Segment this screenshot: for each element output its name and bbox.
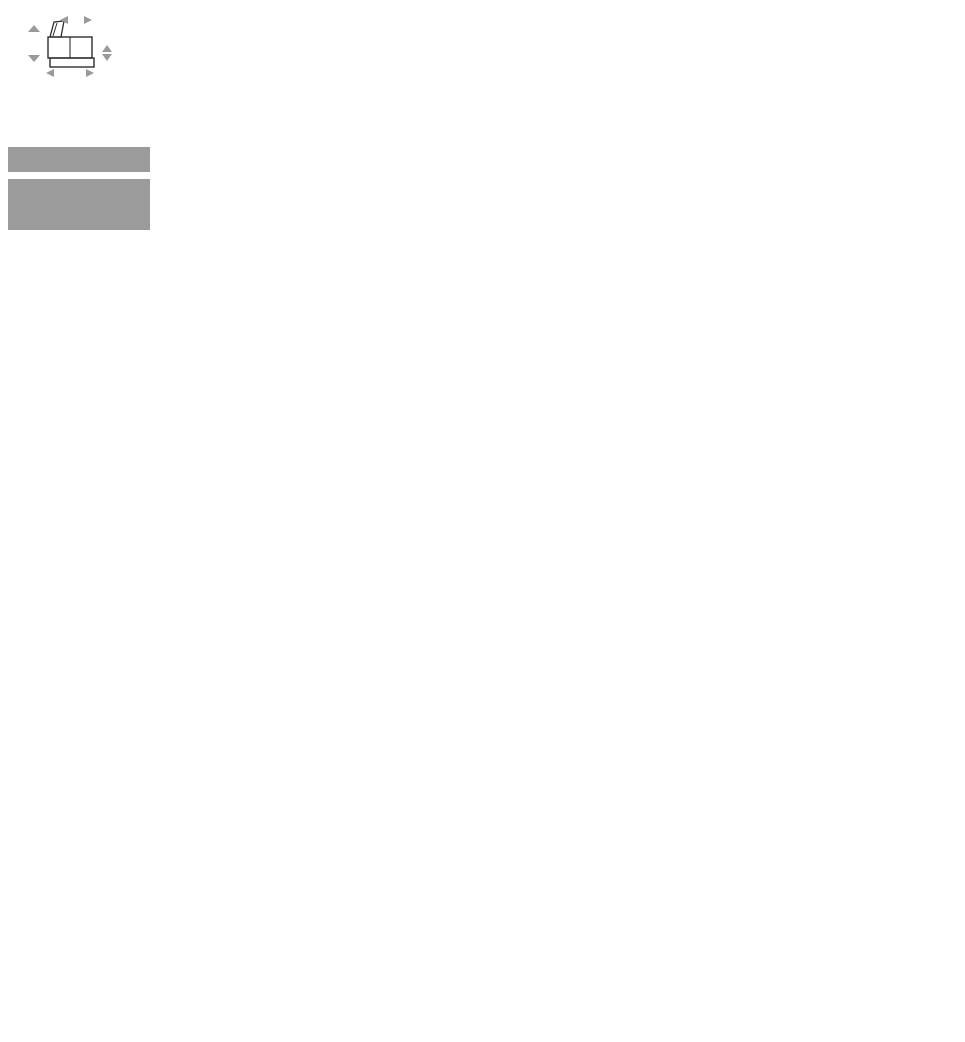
legend-cell [8,6,150,230]
dimensions-title [8,108,150,143]
arrow-right-icon [84,16,92,24]
code-header-badge [8,147,150,172]
arrow-left-icon [46,69,54,77]
arrow-down-icon [28,55,40,62]
dimension-legend-drawing [8,6,150,108]
arrow-up-icon [102,45,112,52]
arrow-up-icon [28,25,40,32]
arrow-down-icon [102,54,112,61]
description-header-badge [8,179,150,230]
arrow-right-icon [86,69,94,77]
